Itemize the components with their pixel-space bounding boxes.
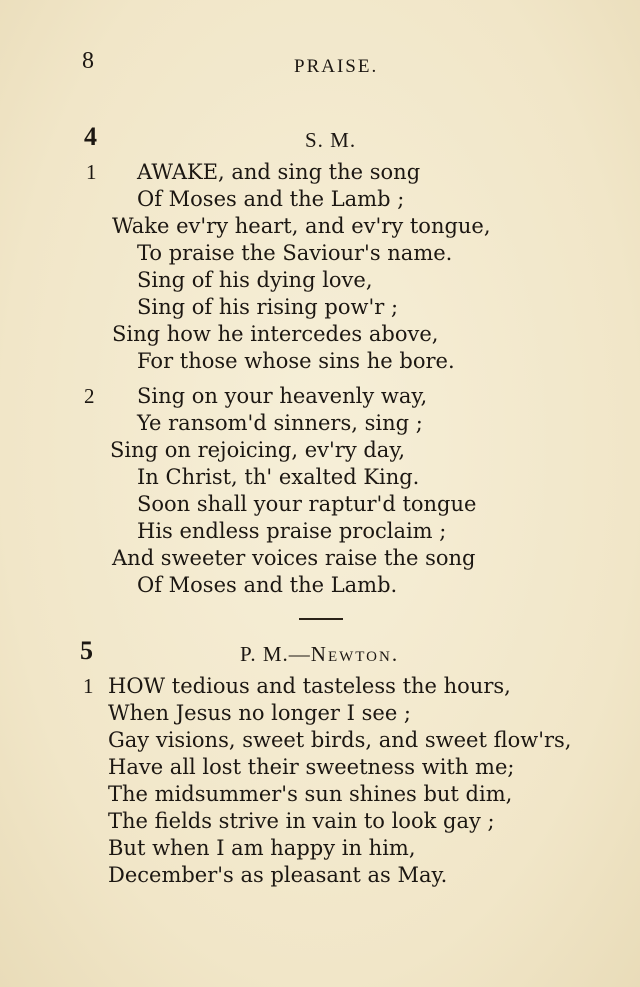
hymn-number: 4	[84, 122, 97, 151]
verse-number: 1	[86, 160, 97, 184]
verse-line: To praise the Saviour's name.	[137, 241, 453, 265]
hymn-meter-line	[240, 642, 399, 667]
verse-line: Sing on your heavenly way,	[137, 384, 428, 408]
verse-line: In Christ, th' exalted King.	[137, 465, 420, 489]
hymn-number: 5	[80, 636, 93, 665]
verse-number: 2	[84, 384, 95, 408]
hymn-author: Newton.	[310, 642, 400, 666]
show-through-texture	[470, 80, 640, 960]
hymn-meter: S. M.	[305, 128, 357, 152]
page-number: 8	[82, 48, 94, 74]
verse-line: AWAKE, and sing the song	[137, 160, 421, 184]
verse-line: Have all lost their sweetness with me;	[108, 755, 515, 779]
verse-line: The midsummer's sun shines but dim,	[108, 782, 513, 806]
verse-line: Soon shall your raptur'd tongue	[137, 492, 477, 516]
section-divider	[299, 618, 343, 620]
verse-line: Of Moses and the Lamb.	[137, 573, 398, 597]
verse-line: Sing of his dying love,	[137, 268, 373, 292]
verse-line: HOW tedious and tasteless the hours,	[108, 674, 511, 698]
verse-line: December's as pleasant as May.	[108, 863, 448, 887]
verse-line: Wake ev'ry heart, and ev'ry tongue,	[112, 214, 491, 238]
verse-line: But when I am happy in him,	[108, 836, 416, 860]
verse-line: And sweeter voices raise the song	[112, 546, 476, 570]
verse-line: Gay visions, sweet birds, and sweet flow'rs,	[108, 728, 572, 752]
verse-line: Of Moses and the Lamb ;	[137, 187, 405, 211]
verse-line: For those whose sins he bore.	[137, 349, 455, 373]
verse-line: Ye ransom'd sinners, sing ;	[137, 411, 423, 435]
verse-line: The fields strive in vain to look gay ;	[108, 809, 495, 833]
verse-line: When Jesus no longer I see ;	[108, 701, 412, 725]
verse-line: Sing how he intercedes above,	[112, 322, 439, 346]
verse-number: 1	[83, 674, 94, 698]
verse-line: His endless praise proclaim ;	[137, 519, 447, 543]
running-title: PRAISE.	[294, 56, 379, 77]
verse-line: Sing on rejoicing, ev'ry day,	[110, 438, 406, 462]
verse-line: Sing of his rising pow'r ;	[137, 295, 399, 319]
hymn-meter: P. M.—	[240, 642, 311, 666]
